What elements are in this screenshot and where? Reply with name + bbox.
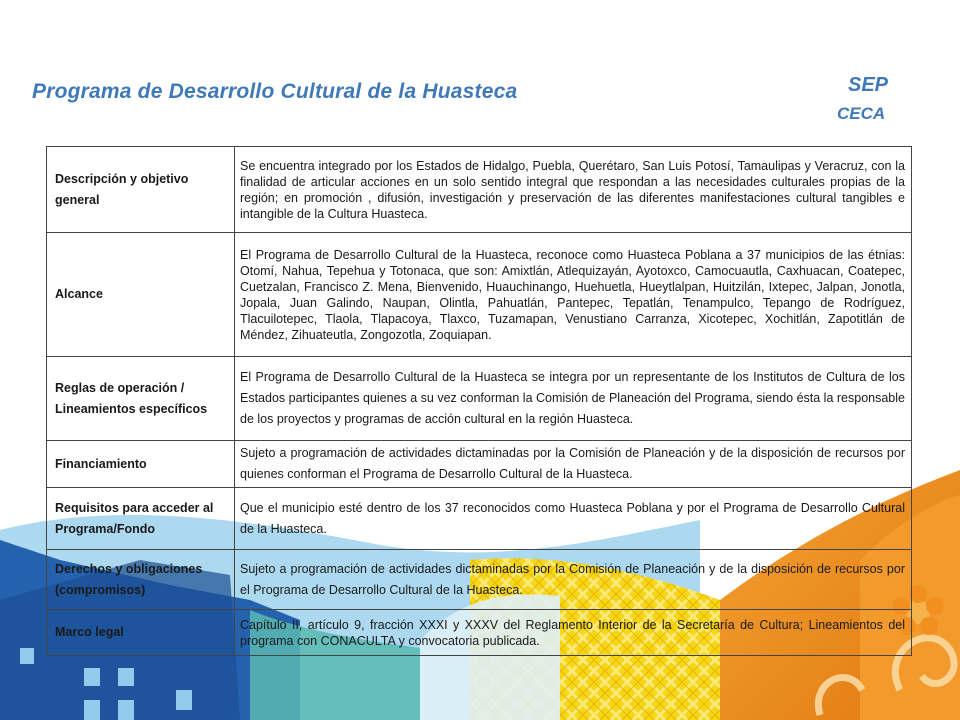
row-content: El Programa de Desarrollo Cultural de la Huasteca, reconoce como Huasteca Poblana a 37 municipios de las étnias: Otomí, Nahua, Tepehua y Totonaca, que son: Amixtlán, Atlequizayán, Ayotoxco, Camocuautla, Caxhuacan, Coatepec, Cuetzalan, Francisco Z. Mena, Bienvenido, Huauchinango, Huehuetla, Hueytlalpan, Huitzilán, Ixtepec, Jalpan, Jonotla, Jopala, Juan Galindo, Naupan, Olintla, Pahuatlán, Pantepec, Tepatlán, Tenampulco, Tepango de Rodríguez, Tlacuilotepec, Tlaola, Tlapacoya, Tlaxco, Tuzamapan, Venustiano Carranza, Xicotepec, Xochitlán, Zapotitlán de Méndez, Zihuateutla, Zongozotla, Zoquiapan. [235, 233, 912, 357]
table-row [47, 147, 912, 233]
row-content: Capítulo II, artículo 9, fracción XXXI y XXXV del Reglamento Interior de la Secretaría de Cultura; Lineamientos del programa con CONACULTA y convocatoria publicada. [235, 610, 912, 656]
table-row [47, 550, 912, 610]
row-content: Sujeto a programación de actividades dictaminadas por la Comisión de Planeación y de la disposición de recursos por quienes conforman el Programa de Desarrollo Cultural de la Huasteca. [235, 441, 912, 488]
table-row [47, 441, 912, 488]
program-info-table [46, 146, 912, 656]
row-label: Reglas de operación / Lineamientos específicos [47, 357, 235, 441]
agency-label: SEP [848, 74, 889, 96]
row-label: Derechos y obligaciones (compromisos) [47, 550, 235, 610]
table-row [47, 488, 912, 550]
row-content: Se encuentra integrado por los Estados de Hidalgo, Puebla, Querétaro, San Luis Potosí, Tamaulipas y Veracruz, con la finalidad de articular acciones en un solo sentido integral que respondan a las necesidades culturales propias de la región; en promoción , difusión, investigación y preservación de las diferentes manifestaciones cultural tangibles e intangible de la Cultura Huasteca. [235, 147, 912, 233]
row-content: Que el municipio esté dentro de los 37 reconocidos como Huasteca Poblana y por el Programa de Desarrollo Cultural de la Huasteca. [235, 488, 912, 550]
row-label: Alcance [47, 233, 235, 357]
row-label: Financiamiento [47, 441, 235, 488]
sub-agency-label: CECA [837, 104, 886, 123]
page-title: Programa de Desarrollo Cultural de la Huasteca [32, 80, 518, 103]
row-label: Requisitos para acceder al Programa/Fondo [47, 488, 235, 550]
table-row [47, 357, 912, 441]
row-content: El Programa de Desarrollo Cultural de la Huasteca se integra por un representante de los Institutos de Cultura de los Estados participantes quienes a su vez conforman la Comisión de Planeación del Programa, siendo ésta la responsable de los proyectos y programas de acción cultural en la región Huasteca. [235, 357, 912, 441]
row-content: Sujeto a programación de actividades dictaminadas por la Comisión de Planeación y de la disposición de recursos por el Programa de Desarrollo Cultural de la Huasteca. [235, 550, 912, 610]
row-label: Descripción y objetivo general [47, 147, 235, 233]
row-label: Marco legal [47, 610, 235, 656]
table-row [47, 233, 912, 357]
table-row [47, 610, 912, 656]
